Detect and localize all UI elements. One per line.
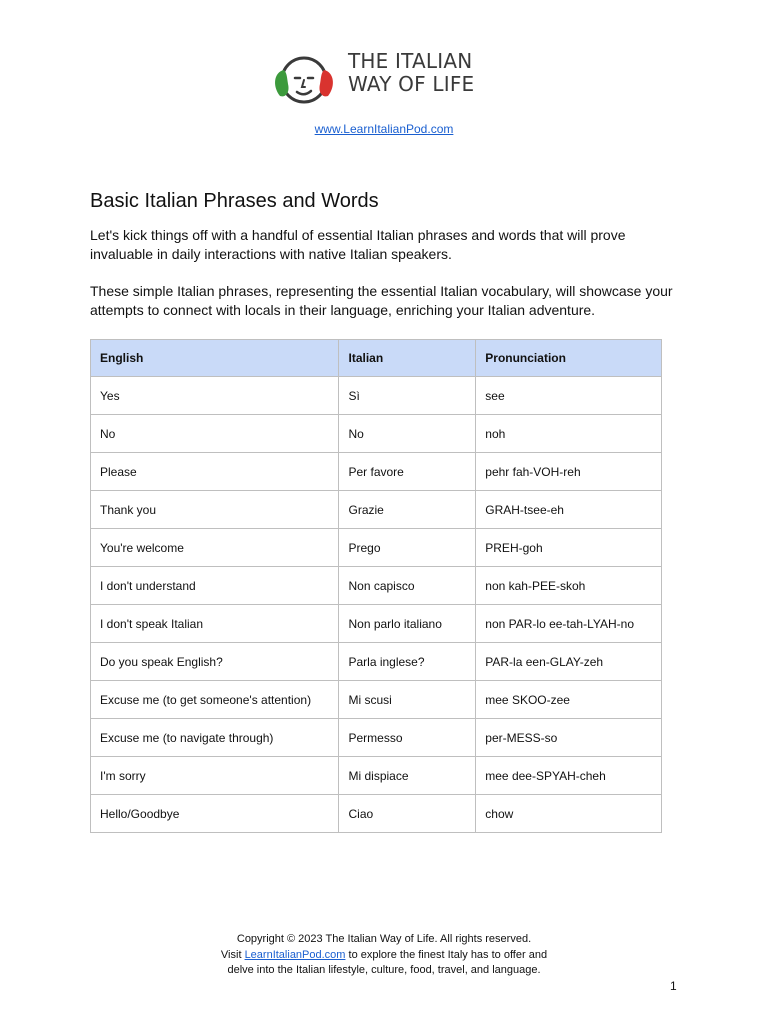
cell-pronunciation: PREH-goh <box>476 529 662 567</box>
cell-pronunciation: noh <box>476 415 662 453</box>
table-row <box>91 377 662 415</box>
intro-paragraph-1: Let's kick things off with a handful of essential Italian phrases and words that will prove invaluable in daily interactions with native Italian speakers. <box>90 227 626 262</box>
table-row <box>91 415 662 453</box>
logo-line-1: THE ITALIAN <box>348 49 473 73</box>
footer-visit-suffix: to explore the finest Italy has to offer and <box>345 948 548 961</box>
cell-english: Thank you <box>91 491 339 529</box>
cell-english: Hello/Goodbye <box>91 795 339 833</box>
table-row <box>91 795 662 833</box>
footer-site-link[interactable]: LearnItalianPod.com <box>244 948 346 961</box>
cell-italian: Mi scusi <box>339 681 476 719</box>
cell-pronunciation: non kah-PEE-skoh <box>476 567 662 605</box>
cell-pronunciation: see <box>476 377 662 415</box>
cell-pronunciation: per-MESS-so <box>476 719 662 757</box>
intro-paragraph-2: These simple Italian phrases, representing the essential Italian vocabulary, will showcase your attempts to connect with locals in their language, enriching your Italian adventure. <box>90 283 673 318</box>
cell-italian: Sì <box>339 377 476 415</box>
logo-face-icon <box>268 40 340 106</box>
cell-english: I don't speak Italian <box>91 605 339 643</box>
cell-english: Do you speak English? <box>91 643 339 681</box>
table-row <box>91 453 662 491</box>
cell-pronunciation: pehr fah-VOH-reh <box>476 453 662 491</box>
cell-italian: Ciao <box>339 795 476 833</box>
cell-italian: Per favore <box>339 453 476 491</box>
table-row <box>91 529 662 567</box>
cell-pronunciation: non PAR-lo ee-tah-LYAH-no <box>476 605 662 643</box>
cell-english: Please <box>91 453 339 491</box>
cell-italian: Parla inglese? <box>339 643 476 681</box>
cell-italian: Non capisco <box>339 567 476 605</box>
page-title: Basic Italian Phrases and Words <box>90 190 379 212</box>
table-header-row <box>91 340 662 377</box>
cell-pronunciation: chow <box>476 795 662 833</box>
cell-italian: Non parlo italiano <box>339 605 476 643</box>
phrases-table <box>90 339 662 833</box>
cell-english: Excuse me (to get someone's attention) <box>91 681 339 719</box>
cell-italian: No <box>339 415 476 453</box>
cell-pronunciation: mee dee-SPYAH-cheh <box>476 757 662 795</box>
cell-italian: Prego <box>339 529 476 567</box>
cell-english: Excuse me (to navigate through) <box>91 719 339 757</box>
cell-english: You're welcome <box>91 529 339 567</box>
footer-visit-prefix: Visit <box>220 948 245 961</box>
table-row <box>91 605 662 643</box>
cell-english: Yes <box>91 377 339 415</box>
logo-wordmark <box>348 50 474 96</box>
page-number: 1 <box>670 979 677 993</box>
table-row <box>91 491 662 529</box>
table-row <box>91 719 662 757</box>
cell-pronunciation: mee SKOO-zee <box>476 681 662 719</box>
cell-italian: Grazie <box>339 491 476 529</box>
footer-copyright: Copyright © 2023 The Italian Way of Life. All rights reserved. <box>236 933 532 945</box>
footer <box>0 932 768 979</box>
header-pronunciation: Pronunciation <box>476 340 662 377</box>
table-row <box>91 757 662 795</box>
brand-logo <box>268 40 498 106</box>
table-row <box>91 567 662 605</box>
logo-line-2: WAY OF LIFE <box>348 72 475 96</box>
cell-english: I'm sorry <box>91 757 339 795</box>
table-row <box>91 681 662 719</box>
header-english: English <box>91 340 339 377</box>
cell-pronunciation: GRAH-tsee-eh <box>476 491 662 529</box>
header-italian: Italian <box>339 340 476 377</box>
footer-tagline: delve into the Italian lifestyle, culture, food, travel, and language. <box>227 964 541 976</box>
cell-italian: Permesso <box>339 719 476 757</box>
site-link[interactable]: www.LearnItalianPod.com <box>314 122 454 136</box>
cell-pronunciation: PAR-la een-GLAY-zeh <box>476 643 662 681</box>
table-row <box>91 643 662 681</box>
footer-visit-line <box>0 948 768 964</box>
cell-english: I don't understand <box>91 567 339 605</box>
cell-english: No <box>91 415 339 453</box>
cell-italian: Mi dispiace <box>339 757 476 795</box>
